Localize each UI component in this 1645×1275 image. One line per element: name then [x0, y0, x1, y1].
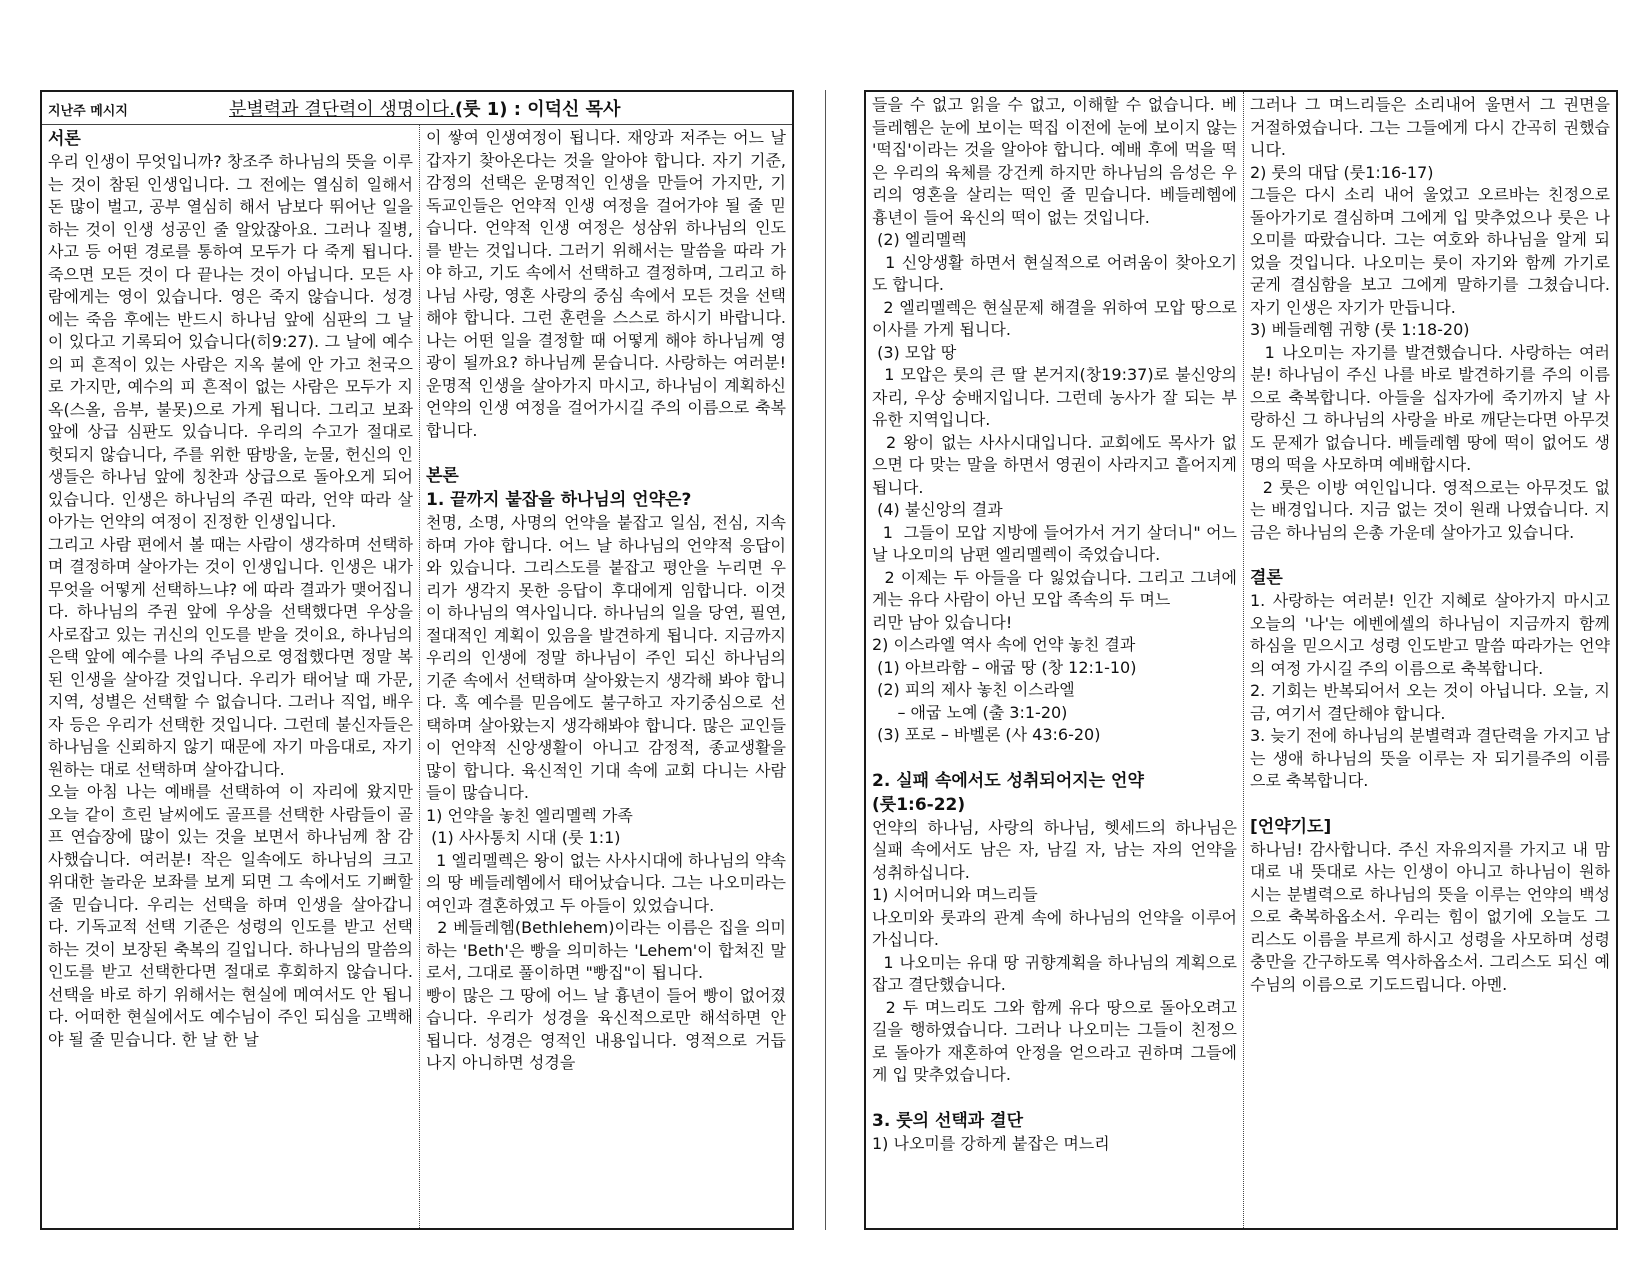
spacer [1250, 544, 1610, 566]
right-column-1 [866, 92, 1244, 1228]
body-paragraph: (1) 사사통치 시대 (룻 1:1) [426, 828, 621, 847]
body-paragraph: 2 두 며느리도 그와 함께 유다 땅으로 돌아오려고 길을 행하였습니다. 그러나 나오미는 그들이 친정으로 돌아가 재혼하여 안정을 얻으라고 권하며 그들에게 입 맞추었습니다. [872, 997, 1243, 1084]
section-heading: [언약기도] [1250, 816, 1332, 837]
body-paragraph: 그들은 다시 소리 내어 울었고 오르바는 친정으로 돌아가기로 결심하며 그에게 입 맞추었으나 룻은 나오미를 따랐습니다. 그는 여호와 하나님을 알게 되었을 것입니다. 나오미는 룻이 자기와 함께 가기로 굳게 결심함을 보고 그에게 말하기를 그쳤습니다. 자기 인생은 자기가 만듭니다. [1250, 185, 1616, 317]
section-heading: 3. 룻의 선택과 결단 [872, 1110, 1023, 1131]
body-paragraph: 1 엘리멜렉은 왕이 없는 사사시대에 하나님의 약속의 땅 베들레헴에서 태어났습니다. 그는 나오미라는 여인과 결혼하였고 두 아들이 있었습니다. [426, 850, 792, 915]
section-heading: 결론 [1250, 568, 1283, 588]
body-paragraph: 하나님! 감사합니다. 주신 자유의지를 가지고 내 맘대로 내 뜻대로 사는 인생이 아니고 하나님이 원하시는 분별력으로 하나님의 뜻을 이루는 언약의 백성으로 축복하옵소서. 우리는 힘이 없기에 오늘도 그리스도 이름을 부르게 하시고 성령을 사모하며 성령 충만을 간구하도록 역사하옵소서. 그리스도 되신 예수님의 이름으로 기도드립니다. 아멘. [1250, 839, 1616, 994]
body-paragraph: 언약의 하나님, 사랑의 하나님, 헷세드의 하나님은 실패 속에서도 남은 자, 남길 자, 남는 자의 언약을 성취하십니다. [872, 817, 1243, 882]
body-paragraph: 2 왕이 없는 사사시대입니다. 교회에도 목사가 없으면 다 맞는 말을 하면서 영권이 사라지고 흩어지게 됩니다. [872, 432, 1243, 497]
body-paragraph: 나오미와 룻과의 관계 속에 하나님의 언약을 이루어 가십니다. [872, 907, 1243, 949]
body-paragraph: 2. 기회는 반복되어서 오는 것이 아닙니다. 오늘, 지금, 여기서 결단해야 합니다. [1250, 681, 1610, 723]
body-paragraph: 2 베들레헴(Bethlehem)이라는 이름은 집을 의미하는 'Beth'은 빵을 의미하는 'Lehem'이 합쳐진 말로서, 그대로 풀이하면 "빵집"이 됩니다. [426, 918, 786, 982]
body-paragraph: 2 이제는 두 아들을 다 잃었습니다. 그리고 그녀에게는 유다 사람이 아닌 모압 족속의 두 며느 [872, 567, 1237, 609]
body-paragraph: 3. 늦기 전에 하나님의 분별력과 결단력을 가지고 남는 생애 하나님의 뜻을 이루는 자 되기를주의 이름으로 축복합니다. [1250, 726, 1610, 790]
sermon-title-main: 분별력과 결단력이 생명이다. [229, 99, 455, 120]
section-label: 지난주 메시지 [48, 104, 128, 119]
body-paragraph: (2) 엘리멜렉 [872, 230, 967, 249]
body-paragraph: 2 룻은 이방 여인입니다. 영적으로는 아무것도 없는 배경입니다. 지금 없는 것이 원래 나였습니다. 지금은 하나님의 은총 가운데 살아가고 있습니다. [1250, 477, 1610, 542]
sermon-title-reference: (룻 1) : 이덕신 목사 [454, 99, 621, 120]
body-paragraph: 1 나오미는 유대 땅 귀향계획을 하나님의 계획으로 잡고 결단했습니다. [872, 952, 1243, 994]
body-paragraph: 1) 나오미를 강하게 붙잡은 며느리 [872, 1133, 1110, 1153]
body-paragraph: 1 신앙생활 하면서 현실적으로 어려움이 찾아오기도 합니다. [872, 252, 1238, 294]
body-paragraph: 이 쌓여 인생여정이 됩니다. 재앙과 저주는 어느 날 갑자기 찾아온다는 것을 알아야 합니다. 자기 기준, 감정의 선택은 운명적인 인생을 만들어 가지만, 기독교인들은 언약적 인생 여정을 걸어가야 될 줄 믿습니다. 언약적 인생 여정은 성삼위 하나님의 인도를 받는 것입니다. 그러기 위해서는 말씀을 따라 가야 하고, 기도 속에서 선택하고 결정하며, 그리고 하나님 사랑, 영혼 사랑의 중심 속에서 모든 것을 선택해야 합니다. 그런 훈련을 스스로 하시기 바랍니다. 나는 어떤 일을 결정할 때 어떻게 해야 하나님께 영광이 될까요? 하나님께 묻습니다. 사랑하는 여러분! 운명적 인생을 살아가지 마시고, 하나님이 계획하신 언약의 인생 여정을 걸어가시길 주의 이름으로 축복합니다. [426, 128, 792, 440]
body-paragraph: 리만 남아 있습니다! [872, 612, 1013, 632]
body-paragraph: 2 엘리멜렉은 현실문제 해결을 위하여 모압 땅으로 이사를 가게 됩니다. [872, 297, 1243, 339]
sermon-title [229, 95, 620, 121]
spacer [426, 442, 786, 464]
right-column-2 [1244, 92, 1616, 1228]
body-paragraph: 오늘 아침 나는 예배를 선택하여 이 자리에 왔지만 오늘 같이 흐린 날씨에도 골프를 선택한 사람들이 골프 연습장에 많이 있는 것을 보면서 하나님께 참 감사했습니다. 여러분! 작은 일속에도 하나님의 크고 위대한 놀라운 보좌를 보게 되면 그 속에서도 기뻐할 줄 믿습니다. 우리는 선택을 하며 인생을 살아갑니다. 기독교적 선택 기준은 성령의 인도를 받고 선택하는 것이 보장된 축복의 길입니다. 하나님의 말씀의 인도를 받고 선택한다면 절대로 후회하지 않습니다. 선택을 바로 하기 위해서는 현실에 메여서도 안 됩니다. 어떠한 현실에서도 예수님이 주인 되심을 고백해야 될 줄 믿습니다. 한 날 한 날 [48, 782, 419, 1049]
spacer [872, 1087, 1237, 1109]
body-paragraph: (4) 불신앙의 결과 [872, 500, 1003, 519]
section-heading: 2. 실패 속에서도 성취되어지는 언약 [872, 770, 1144, 791]
body-paragraph: 1) 시어머니와 며느리들 [872, 885, 1038, 904]
left-page [40, 90, 794, 1230]
body-paragraph: (1) 아브라함 – 애굽 땅 (창 12:1-10) [872, 657, 1137, 677]
spacer [1250, 793, 1610, 815]
right-page [864, 90, 1618, 1230]
body-paragraph: 1 나오미는 자기를 발견했습니다. 사랑하는 여러분! 하나님이 주신 나를 바로 발견하기를 주의 이름으로 축복합니다. 아들을 십자가에 죽기까지 날 사랑하신 그 하나님의 사랑을 바로 깨닫는다면 아무것도 문제가 없습니다. 베들레헴 땅에 떡이 없어도 생명의 떡을 사모하며 예배합시다. [1250, 342, 1610, 474]
body-paragraph: 1 모압은 룻의 큰 딸 본거지(창19:37)로 불신앙의 자리, 우상 숭배지입니다. 그런데 농사가 잘 되는 부유한 지역입니다. [872, 365, 1243, 429]
section-heading: 1. 끝까지 붙잡을 하나님의 언약은? [426, 490, 692, 510]
spacer [872, 747, 1237, 769]
body-paragraph: 들을 수 없고 읽을 수 없고, 이해할 수 없습니다. 베들레헴은 눈에 보이는 떡집 이전에 눈에 보이지 않는 '떡집'이라는 것을 알아야 합니다. 예배 후에 먹을 떡은 우리의 육체를 강건케 하지만 하나님의 음성은 우리의 영혼을 살리는 떡인 줄 믿습니다. 베들레헴에 흉년이 들어 육신의 떡이 없는 것입니다. [872, 95, 1243, 227]
body-paragraph: (3) 포로 – 바벨론 (사 43:6-20) [872, 725, 1101, 744]
body-paragraph: 그리고 사람 편에서 볼 때는 사람이 생각하며 선택하며 결정하며 살아가는 것이 인생입니다. 인생은 내가 무엇을 어떻게 선택하느냐? 에 따라 결과가 맺어집니다. 하나님의 주권 앞에 우상을 선택했다면 우상을 사로잡고 있는 귀신의 인도를 받을 것이요, 하나님의 은택 앞에 예수를 나의 주님으로 영접했다면 정말 복된 인생을 살아갈 것입니다. 우리가 태어날 때 가문, 지역, 성별은 선택할 수 없습니다. 그러나 직업, 배우자 등은 우리가 선택한 것입니다. 그런데 불신자들은 하나님을 신뢰하지 않기 때문에 자기 마음대로, 자기 원하는 대로 선택하며 살아갑니다. [48, 534, 419, 779]
body-paragraph: 1 그들이 모압 지방에 들어가서 거기 살더니" 어느 날 나오미의 남편 엘리멜렉이 죽었습니다. [872, 522, 1243, 564]
left-column-2 [420, 125, 792, 1228]
section-heading: (룻1:6-22) [872, 794, 966, 815]
body-paragraph: 빵이 많은 그 땅에 어느 날 흉년이 들어 빵이 없어졌습니다. 우리가 성경을 육신적으로만 해석하면 안 됩니다. 성경은 영적인 내용입니다. 영적으로 거듭나지 아니하면 성경을 [426, 985, 792, 1072]
section-heading: 본론 [426, 466, 459, 486]
page-header [42, 92, 792, 125]
body-paragraph: 그러나 그 며느리들은 소리내어 울면서 그 권면을 거절하였습니다. 그는 그들에게 다시 간곡히 권했습니다. [1250, 95, 1616, 159]
fold-divider [825, 90, 826, 1230]
body-paragraph: 1. 사랑하는 여러분! 인간 지혜로 살아가지 마시고 오늘의 '나'는 에벤에셀의 하나님이 지금까지 함께 하심을 믿으시고 성령 인도받고 말씀 따라가는 언약의 여정 가시길 주의 이름으로 축복합니다. [1250, 591, 1616, 678]
body-paragraph: 천명, 소명, 사명의 언약을 붙잡고 일심, 전심, 지속하며 가야 합니다. 어느 날 하나님의 언약적 응답이 와 있습니다. 그리스도를 붙잡고 평안을 누리면 우리가 생각지 못한 응답이 후대에게 임합니다. 이것이 하나님의 역사입니다. 하나님의 일을 당연, 필연, 절대적인 계획이 있음을 발견하게 됩니다. 지금까지 우리의 인생에 정말 하나님이 주인 되신 하나님의 기준 속에서 선택하며 살아왔는지 생각해 봐야 합니다. 혹 예수를 믿음에도 불구하고 자기중심으로 선택하며 살아왔는지 생각해봐야 합니다. 많은 교인들이 언약적 신앙생활이 아니고 감정적, 종교생활을 많이 합니다. 육신적인 기대 속에 교회 다니는 사람들이 많습니다. [426, 513, 792, 802]
body-paragraph: – 애굽 노예 (출 3:1-20) [872, 702, 1068, 722]
body-paragraph: 2) 이스라엘 역사 속에 언약 놓친 결과 [872, 635, 1136, 654]
body-paragraph: (3) 모압 땅 [872, 342, 957, 362]
body-paragraph: (2) 피의 제사 놓친 이스라엘 [872, 680, 1075, 699]
body-paragraph: 2) 룻의 대답 (룻1:16-17) [1250, 162, 1434, 182]
section-heading: 서론 [48, 129, 81, 149]
body-paragraph: 1) 언약을 놓친 엘리멜렉 가족 [426, 805, 633, 825]
left-column-1 [42, 125, 420, 1228]
body-paragraph: 우리 인생이 무엇입니까? 창조주 하나님의 뜻을 이루는 것이 참된 인생입니다. 그 전에는 열심히 일해서 돈 많이 벌고, 공부 열심히 해서 남보다 뛰어난 일을 하는 것이 인생 성공인 줄 알았잖아요. 그러나 질병, 사고 등 어떤 경로를 통하여 모두가 다 죽게 됩니다. 죽으면 모든 것이 다 끝나는 것이 아닙니다. 모든 사람에게는 영이 있습니다. 영은 죽지 않습니다. 성경에는 죽음 후에는 반드시 하나님 앞에 심판의 그 날이 있다고 기록되어 있습니다(히9:27). 그 날에 예수의 피 흔적이 있는 사람은 지옥 불에 안 가고 천국으로 가지만, 예수의 피 흔적이 없는 사람은 모두가 지옥(스올, 음부, 불못)으로 가게 됩니다. 그리고 보좌 앞에 상급 심판도 있습니다. 우리의 수고가 절대로 헛되지 않습니다, 주를 위한 땀방울, 눈물, 헌신의 인생들은 하나님 앞에 칭찬과 상급으로 돌아오게 되어 있습니다. 인생은 하나님의 주권 따라, 언약 따라 살아가는 언약의 여정이 진정한 인생입니다. [48, 152, 419, 531]
body-paragraph: 3) 베들레헴 귀향 (룻 1:18-20) [1250, 320, 1470, 339]
